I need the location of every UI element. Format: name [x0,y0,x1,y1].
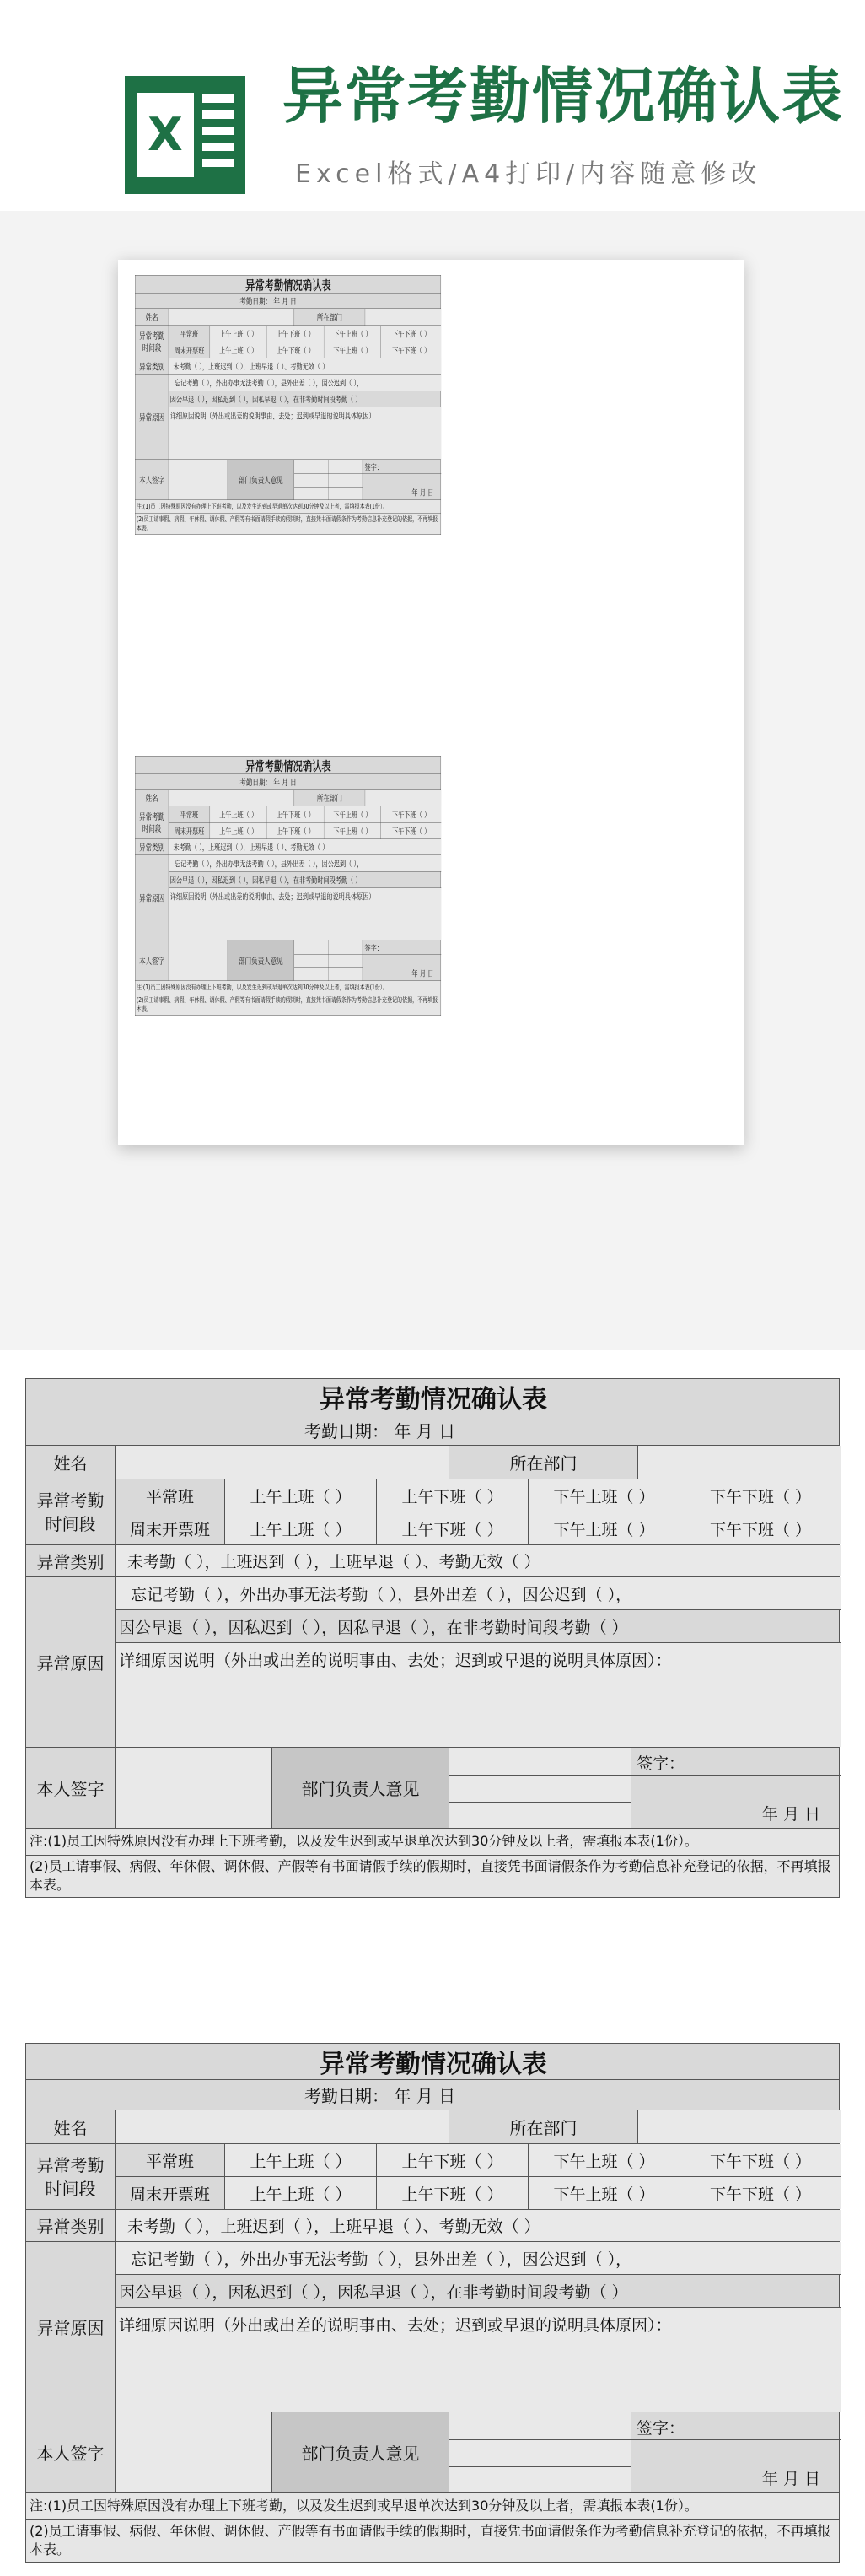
weekend-pm-in[interactable]: 下午上班（ ） [529,2177,680,2209]
name-field[interactable] [116,2110,449,2143]
weekend-label: 周末开票班 [116,1512,225,1544]
opinion-col-2[interactable] [540,1748,631,1828]
opinion-col-1[interactable] [449,1748,540,1828]
weekday-am-out[interactable]: 上午下班（ ） [377,1479,529,1512]
dept-opinion-grid [294,940,441,981]
name-label: 姓名 [135,309,169,326]
opinion-sign-date: 年 月 日 [411,969,434,978]
opinion-sign-label: 签字： [637,1754,685,1773]
reason-detail-field[interactable] [116,2308,841,2412]
reason-grid [116,1577,841,1747]
weekend-line [116,1512,841,1544]
weekend-am-out[interactable]: 上午下班（ ） [377,2177,529,2209]
period-label-line1: 异常考勤 [139,331,165,342]
weekday-pm-in[interactable]: 下午上班（ ） [529,2144,680,2176]
weekday-am-out[interactable]: 上午下班（ ） [377,2144,529,2176]
reason-label: 异常原因 [26,2242,116,2412]
weekend-line [169,823,441,839]
signature-row [25,1748,840,1829]
dept-field[interactable] [365,790,441,806]
reason-label: 异常原因 [26,1577,116,1747]
weekday-line [116,2144,841,2176]
weekday-am-out[interactable]: 上午下班（ ） [267,806,325,822]
weekend-line [116,2177,841,2209]
type-row [135,358,441,375]
type-options[interactable]: 未考勤（ ），上班迟到（ ），上班早退（ ）、考勤无效（ ） [116,1545,841,1576]
opinion-col-1[interactable] [294,940,329,981]
weekend-pm-out[interactable]: 下午下班（ ） [381,823,441,839]
weekday-line [169,326,441,342]
opinion-sign-label: 签字： [364,463,383,472]
date-row [25,2080,840,2110]
opinion-sign-area [363,940,441,981]
opinion-sign-date: 年 月 日 [761,1805,820,1824]
period-row [25,1479,840,1545]
opinion-sign-label: 签字： [637,2419,685,2438]
reason-detail-label: 详细原因说明（外出或出差的说明事由、去处；迟到或早退的说明具体原因）： [169,892,379,902]
page-title: 异常考勤情况确认表 [282,61,845,132]
sign-field[interactable] [169,940,228,981]
date-row [135,294,441,309]
dept-opinion-label: 部门负责人意见 [272,2412,449,2492]
reason-detail-field[interactable] [116,1643,841,1747]
weekday-label: 平常班 [116,2144,225,2176]
logo-letter: X [137,93,194,177]
form-title: 异常考勤情况确认表 [245,759,331,774]
type-label: 异常类别 [135,358,169,375]
weekend-pm-out[interactable]: 下午下班（ ） [680,1512,841,1544]
form-title: 异常考勤情况确认表 [320,2050,547,2079]
reason-detail-label: 详细原因说明（外出或出差的说明事由、去处；迟到或早退的说明具体原因）： [169,412,379,421]
name-row [25,2110,840,2144]
period-grid [169,806,441,839]
period-label-line2: 时间段 [142,342,162,353]
form-title-row [135,756,441,774]
reason-line-2[interactable]: 因公早退（ ），因私迟到（ ），因私早退（ ），在非考勤时间段考勤（ ） [119,2282,628,2302]
form-title: 异常考勤情况确认表 [320,1385,547,1415]
date-text: 考勤日期： 年 月 日 [239,777,297,788]
period-label-line1: 异常考勤 [36,2154,105,2175]
opinion-sign-area [631,1748,841,1828]
reason-detail-field[interactable] [169,888,441,940]
weekend-pm-in[interactable]: 下午上班（ ） [324,823,381,839]
sign-field[interactable] [169,460,228,500]
type-options[interactable]: 未考勤（ ），上班迟到（ ），上班早退（ ）、考勤无效（ ） [169,839,441,855]
reason-detail-label: 详细原因说明（外出或出差的说明事由、去处；迟到或早退的说明具体原因）： [119,1652,672,1670]
reason-detail-field[interactable] [169,407,441,460]
date-row [135,774,441,790]
page-header [0,0,865,211]
weekday-label: 平常班 [169,806,210,822]
dept-opinion-grid [449,1748,841,1828]
name-label: 姓名 [26,2110,116,2143]
reason-line-2[interactable]: 因公早退（ ），因私迟到（ ），因私早退（ ），在非考勤时间段考勤（ ） [169,395,362,405]
signature-row [25,2412,840,2493]
weekday-label: 平常班 [116,1479,225,1512]
name-row [135,309,441,326]
weekend-label: 周末开票班 [169,823,210,839]
name-field[interactable] [116,1446,449,1479]
reason-line-1[interactable]: 忘记考勤（ ），外出办事无法考勤（ ），县外出差（ ），因公迟到（ ）， [116,2242,841,2274]
period-label-line1: 异常考勤 [139,811,165,822]
reason-line-2[interactable]: 因公早退（ ），因私迟到（ ），因私早退（ ），在非考勤时间段考勤（ ） [119,1618,628,1637]
weekday-pm-out[interactable]: 下午下班（ ） [680,2144,841,2176]
form-title-row [135,275,441,294]
sign-label: 本人签字 [135,460,169,500]
sign-field[interactable] [116,2412,272,2492]
reason-row [135,375,441,460]
weekday-am-in[interactable]: 上午上班（ ） [210,806,267,822]
dept-opinion-label: 部门负责人意见 [228,460,294,500]
note-2: (2)员工请事假、病假、年休假、调休假、产假等有书面请假手续的假期时，直接凭书面请假条作为考勤信息补充登记的依据，不再填报本表。 [25,1856,840,1898]
name-label: 姓名 [135,790,169,806]
opinion-sign-area [363,460,441,500]
note-2: (2)员工请事假、病假、年休假、调休假、产假等有书面请假手续的假期时，直接凭书面请假条作为考勤信息补充登记的依据，不再填报本表。 [135,994,441,1016]
sign-label: 本人签字 [26,2412,116,2492]
logo-grid-icon [202,94,234,175]
reason-row [25,1577,840,1748]
excel-logo-icon [125,76,245,194]
note-2: (2)员工请事假、病假、年休假、调休假、产假等有书面请假手续的假期时，直接凭书面请假条作为考勤信息补充登记的依据，不再填报本表。 [135,514,441,535]
weekend-am-in[interactable]: 上午上班（ ） [225,1512,377,1544]
weekend-am-in[interactable]: 上午上班（ ） [210,823,267,839]
period-label [26,1479,116,1544]
weekend-label: 周末开票班 [169,342,210,358]
reason-grid [169,375,441,460]
reason-grid [116,2242,841,2412]
period-label [26,2144,116,2209]
weekday-line [169,806,441,822]
form-title: 异常考勤情况确认表 [245,278,331,294]
signature-row [135,460,441,500]
dept-label: 所在部门 [294,309,365,326]
period-grid [169,326,441,358]
opinion-col-2[interactable] [329,460,363,500]
weekday-am-in[interactable]: 上午上班（ ） [210,326,267,342]
opinion-sign-label: 签字： [364,944,383,953]
weekend-line [169,342,441,358]
period-row [135,806,441,839]
dept-opinion-grid [294,460,441,500]
dept-field[interactable] [365,309,441,326]
sign-field[interactable] [116,1748,272,1828]
dept-label: 所在部门 [449,2110,638,2143]
period-label [135,326,169,358]
note-1: 注:(1)员工因特殊原因没有办理上下班考勤，以及发生迟到或早退单次达到30分钟及以上者，需填报本表(1份）。 [25,1829,840,1856]
reason-label: 异常原因 [135,855,169,940]
weekday-pm-out[interactable]: 下午下班（ ） [381,326,441,342]
reason-label: 异常原因 [135,375,169,460]
weekday-am-in[interactable]: 上午上班（ ） [225,2144,377,2176]
weekday-pm-in[interactable]: 下午上班（ ） [324,806,381,822]
weekend-am-out[interactable]: 上午下班（ ） [267,823,325,839]
reason-grid [169,855,441,940]
name-row [25,1446,840,1479]
opinion-col-1[interactable] [294,460,329,500]
weekday-pm-in[interactable]: 下午上班（ ） [529,1479,680,1512]
weekend-pm-in[interactable]: 下午上班（ ） [324,342,381,358]
weekday-am-in[interactable]: 上午上班（ ） [225,1479,377,1512]
opinion-sign-area [631,2412,841,2492]
page-subtitle: Excel格式/A4打印/内容随意修改 [295,159,762,189]
name-row [135,790,441,806]
dept-field[interactable] [638,2110,841,2143]
reason-line-1[interactable]: 忘记考勤（ ），外出办事无法考勤（ ），县外出差（ ），因公迟到（ ）， [169,375,441,391]
reason-line-1[interactable]: 忘记考勤（ ），外出办事无法考勤（ ），县外出差（ ），因公迟到（ ）， [116,1577,841,1609]
period-row [25,2144,840,2210]
type-label: 异常类别 [26,1545,116,1576]
form-title-row [25,2043,840,2080]
period-label [135,806,169,839]
dept-opinion-label: 部门负责人意见 [228,940,294,981]
reason-detail-label: 详细原因说明（外出或出差的说明事由、去处；迟到或早退的说明具体原因）： [119,2316,672,2335]
weekday-label: 平常班 [169,326,210,342]
reason-line-2[interactable]: 因公早退（ ），因私迟到（ ），因私早退（ ），在非考勤时间段考勤（ ） [169,876,362,886]
dept-opinion-label: 部门负责人意见 [272,1748,449,1828]
weekend-pm-out[interactable]: 下午下班（ ） [381,342,441,358]
weekend-pm-out[interactable]: 下午下班（ ） [680,2177,841,2209]
weekday-pm-out[interactable]: 下午下班（ ） [680,1479,841,1512]
weekday-pm-in[interactable]: 下午上班（ ） [324,326,381,342]
reason-row [135,855,441,940]
opinion-sign-date: 年 月 日 [411,488,434,498]
form-title-row [25,1378,840,1415]
note-1: 注:(1)员工因特殊原因没有办理上下班考勤，以及发生迟到或早退单次达到30分钟及以上者，需填报本表(1份）。 [135,500,441,514]
signature-row [135,940,441,981]
dept-label: 所在部门 [294,790,365,806]
period-label-line2: 时间段 [142,823,162,834]
name-field[interactable] [169,790,294,806]
dept-opinion-grid [449,2412,841,2492]
type-options[interactable]: 未考勤（ ），上班迟到（ ），上班早退（ ）、考勤无效（ ） [116,2210,841,2241]
type-row [25,1545,840,1577]
opinion-col-2[interactable] [329,940,363,981]
opinion-col-1[interactable] [449,2412,540,2492]
weekday-am-out[interactable]: 上午下班（ ） [267,326,325,342]
weekend-am-out[interactable]: 上午下班（ ） [267,342,325,358]
opinion-col-2[interactable] [540,2412,631,2492]
weekend-am-out[interactable]: 上午下班（ ） [377,1512,529,1544]
date-text: 考勤日期： 年 月 日 [239,296,297,307]
period-grid [116,1479,841,1544]
weekend-label: 周末开票班 [116,2177,225,2209]
date-text: 考勤日期： 年 月 日 [304,2086,456,2106]
reason-row [25,2242,840,2412]
name-label: 姓名 [26,1446,116,1479]
period-row [135,326,441,358]
type-row [25,2210,840,2242]
type-row [135,839,441,855]
period-grid [116,2144,841,2209]
type-label: 异常类别 [135,839,169,855]
dept-field[interactable] [638,1446,841,1479]
sign-label: 本人签字 [135,940,169,981]
note-2: (2)员工请事假、病假、年休假、调休假、产假等有书面请假手续的假期时，直接凭书面请假条作为考勤信息补充登记的依据，不再填报本表。 [25,2520,840,2563]
period-label-line1: 异常考勤 [36,1490,105,1511]
note-1: 注:(1)员工因特殊原因没有办理上下班考勤，以及发生迟到或早退单次达到30分钟及以上者，需填报本表(1份）。 [135,981,441,994]
weekday-pm-out[interactable]: 下午下班（ ） [381,806,441,822]
sign-label: 本人签字 [26,1748,116,1828]
weekend-am-in[interactable]: 上午上班（ ） [225,2177,377,2209]
date-text: 考勤日期： 年 月 日 [304,1421,456,1442]
weekend-am-in[interactable]: 上午上班（ ） [210,342,267,358]
period-label-line2: 时间段 [45,2178,96,2199]
name-field[interactable] [169,309,294,326]
reason-line-1[interactable]: 忘记考勤（ ），外出办事无法考勤（ ），县外出差（ ），因公迟到（ ）， [169,855,441,871]
note-1: 注:(1)员工因特殊原因没有办理上下班考勤，以及发生迟到或早退单次达到30分钟及以上者，需填报本表(1份）。 [25,2493,840,2520]
period-label-line2: 时间段 [45,1513,96,1534]
opinion-sign-date: 年 月 日 [761,2470,820,2488]
date-row [25,1415,840,1446]
dept-label: 所在部门 [449,1446,638,1479]
type-options[interactable]: 未考勤（ ），上班迟到（ ），上班早退（ ）、考勤无效（ ） [169,358,441,375]
weekday-line [116,1479,841,1512]
weekend-pm-in[interactable]: 下午上班（ ） [529,1512,680,1544]
type-label: 异常类别 [26,2210,116,2241]
